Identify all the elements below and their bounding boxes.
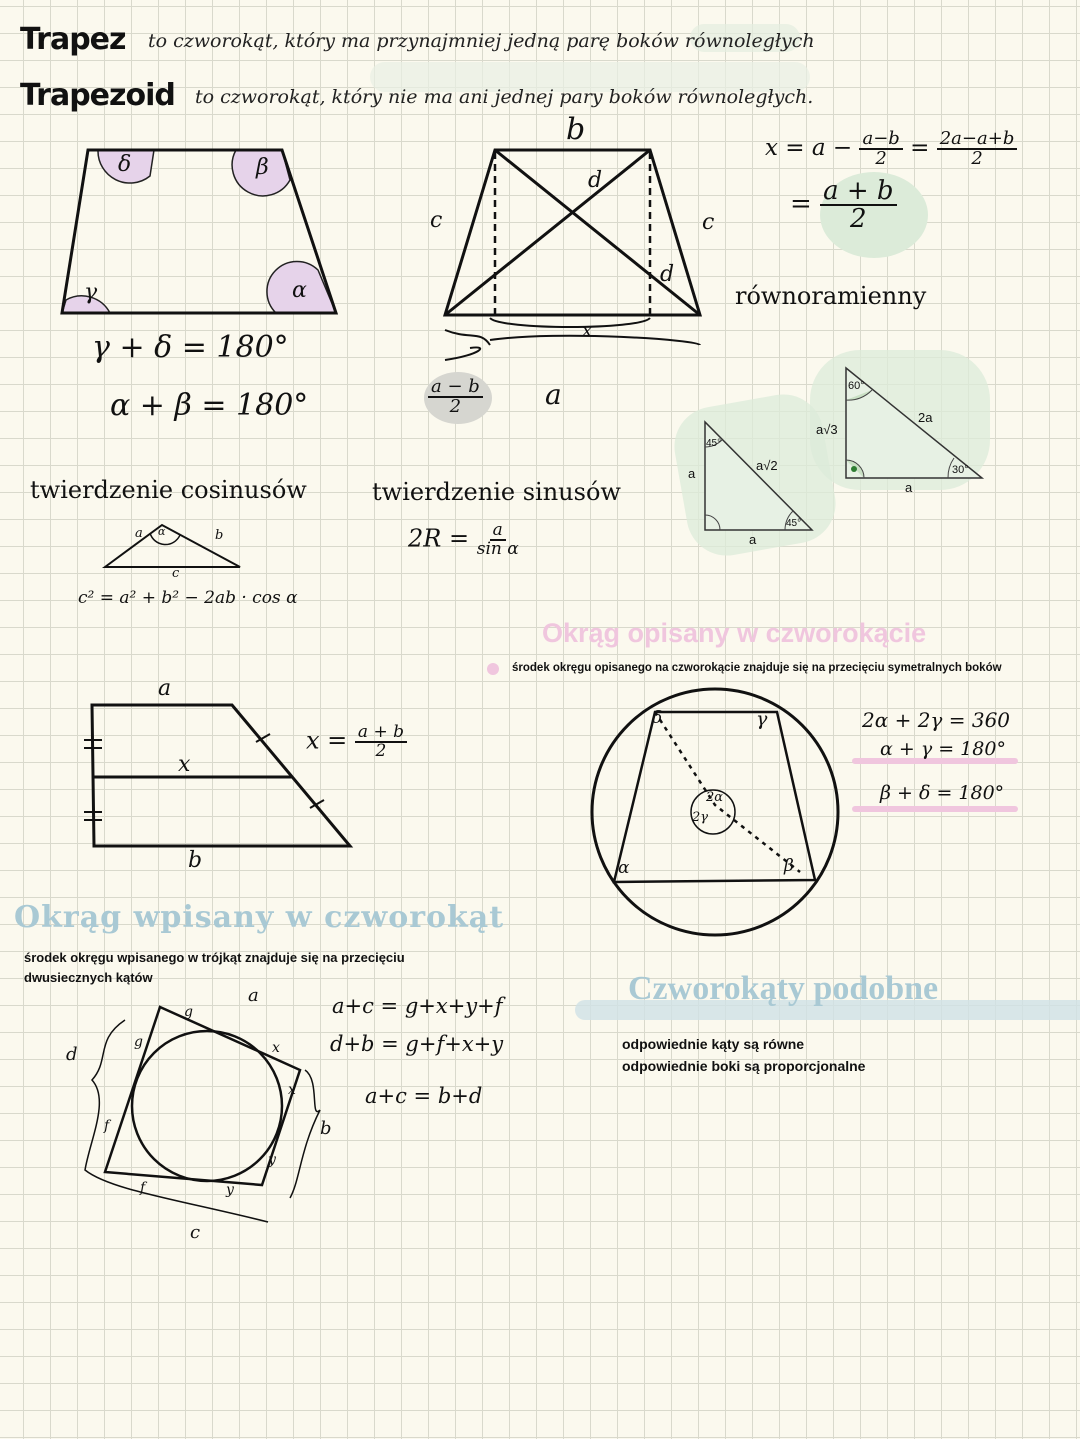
circumscribed-text: środek okręgu opisanego na czworokącie znajduje się na przecięciu symetralnych boków (512, 662, 1002, 674)
segment-label: y (268, 1152, 276, 1168)
angle-label: γ (756, 708, 768, 730)
inscribed-text: środek okręgu wpisanego w trójkąt znajduje się na przecięciu (24, 950, 405, 965)
equation: a+c = g+x+y+f (332, 994, 503, 1018)
brace (490, 318, 650, 327)
bullet-icon (487, 663, 499, 675)
numerator: a + b (355, 724, 407, 743)
side-label: a (248, 985, 259, 1006)
segment-label: f (104, 1118, 110, 1134)
formula-text: x = a − (765, 135, 853, 161)
angle-label: β (784, 856, 794, 876)
inscribed-text: dwusiecznych kątów (24, 970, 153, 985)
side-label: a√2 (756, 458, 778, 473)
right-angle-dot (851, 466, 857, 472)
side-label: a (135, 526, 143, 541)
denominator: 2 (449, 396, 462, 417)
inscribed-circle (132, 1031, 282, 1181)
angle-label: 2α (706, 790, 724, 805)
equals: = (790, 189, 812, 219)
triangle-30-60 (846, 368, 982, 478)
diagonal-label: d (660, 262, 675, 287)
term-trapez: Trapez (20, 22, 126, 57)
angle-label: 45° (786, 518, 802, 529)
diagonals (445, 150, 700, 315)
numerator: a−b (859, 130, 902, 150)
term-trapezoid: Trapezoid (20, 78, 175, 113)
trapezoid-isosceles (445, 150, 700, 315)
equation: γ + δ = 180° (92, 330, 289, 365)
inscribed-title: Okrąg wpisany w czworokąt (14, 900, 505, 935)
circumscribed-circle (592, 689, 838, 935)
side-label: a√3 (816, 422, 838, 437)
fraction (428, 378, 483, 416)
angle-label: β (256, 155, 269, 180)
similar-title: Czworokąty podobne (628, 970, 939, 1007)
angle-label: α (292, 278, 307, 303)
angle-label: 45° (706, 438, 722, 449)
segment-label: x (272, 1040, 280, 1056)
side-label: c (172, 566, 180, 581)
angle-label: 2γ (692, 810, 709, 825)
angle-label: α (618, 858, 630, 878)
equation: α + γ = 180° (880, 738, 1006, 760)
side-label: a (905, 480, 913, 495)
segment-label: f (140, 1180, 146, 1196)
numerator: 2a−a+b (937, 130, 1018, 150)
denominator: 2 (971, 148, 983, 169)
side-label: b (320, 1118, 332, 1139)
sines-title: twierdzenie sinusów (372, 478, 621, 506)
equals: = (910, 135, 930, 161)
side-label: a (688, 466, 696, 481)
numerator: a + b (820, 178, 896, 206)
denominator: sin α (476, 539, 519, 559)
angle-label: 30° (952, 464, 969, 476)
formula-x-result (790, 178, 897, 232)
side-label: a (158, 676, 172, 701)
angle-label: α (158, 525, 166, 538)
side-label: c (190, 1222, 201, 1243)
braces (85, 1020, 320, 1222)
denominator: 2 (375, 741, 387, 761)
side-label: d (66, 1044, 78, 1065)
side-label: c (430, 208, 443, 233)
segment-label: g (184, 1004, 193, 1020)
formula-x (765, 130, 1017, 168)
diagonal-label: d (588, 168, 603, 193)
equation: a+c = b+d (365, 1084, 483, 1108)
equation: d+b = g+f+x+y (330, 1032, 504, 1056)
x-label: x (582, 320, 593, 341)
denominator: 2 (875, 148, 887, 169)
definition-trapez: to czworokąt, który ma przynajmniej jedną parę boków równoległych (148, 30, 815, 52)
definition-trapezoid: to czworokąt, który nie ma ani jednej pary boków równoległych. (195, 86, 814, 108)
equation: α + β = 180° (110, 388, 309, 423)
radius-lines (655, 712, 800, 872)
formula-text: 2R = (408, 524, 470, 553)
numerator: a (490, 522, 506, 541)
brace (445, 330, 700, 360)
side-label: a (749, 532, 757, 547)
denominator: 2 (850, 204, 867, 234)
midline-formula (306, 724, 407, 760)
segment-label: x (288, 1082, 296, 1098)
angle-label: δ (118, 152, 132, 177)
angle-label: δ (652, 708, 663, 728)
cosines-title: twierdzenie cosinusów (30, 476, 307, 504)
angle-label: 60° (848, 380, 865, 392)
similar-text: odpowiednie kąty są równe (622, 1036, 805, 1052)
side-label: c (702, 210, 715, 235)
numerator: a − b (428, 378, 483, 398)
circumscribed-title: Okrąg opisany w czworokącie (542, 618, 927, 648)
side-label: b (566, 112, 586, 147)
equation: 2α + 2γ = 360 (862, 708, 1011, 732)
isosceles-label: równoramienny (735, 282, 927, 310)
segment-label: y (226, 1182, 234, 1198)
side-label: b (188, 848, 203, 873)
sines-formula (408, 522, 519, 558)
segment-label: g (134, 1034, 143, 1050)
angle-label: γ (84, 280, 98, 305)
similar-text: odpowiednie boki są proporcjonalne (622, 1058, 866, 1074)
side-label: a (545, 378, 562, 411)
heights (495, 152, 650, 315)
side-label: b (215, 528, 224, 543)
cosines-formula: c² = a² + b² − 2ab · cos α (78, 588, 298, 608)
midline-label: x (178, 752, 191, 777)
equation: β + δ = 180° (880, 782, 1005, 804)
side-label: 2a (918, 410, 933, 425)
formula-text: x = (306, 726, 348, 755)
